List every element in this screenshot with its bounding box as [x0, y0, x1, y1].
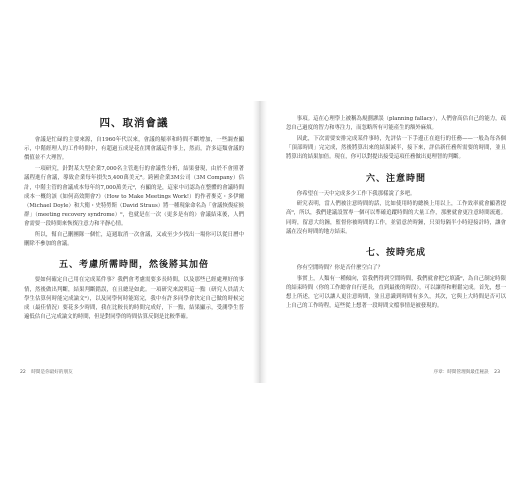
running-title: 時間是你最好的朋友 [31, 370, 73, 375]
body-paragraph: 研究表明，當人們被注意時間的話，比如使用時的總換上用以上，工作效率就會顯著提高⁰，所以，我們建議設置專一個可以準確追蹤時間的大量工作，那麼就會更注意時間流逝。同時，留意大約鐘，監督你被時間的工作，並留意於時鐘，只須每隔半小時迎接計時，讓會議在沒有時間的地方結束。 [286, 201, 506, 235]
body-paragraph: 你有空閒時間？你是否什麼空白了？ [296, 265, 384, 272]
book-spread [2, 101, 518, 383]
body-paragraph: 你希望在一天中完成多少工作下我那樣說了多吧。 [296, 190, 416, 197]
right-page-footer [434, 369, 504, 375]
body-paragraph: 一項研究，針對某大型企業7,000名主管進行的會議性分析，結果發現，由於不會照著議程進行會議，導致企業每年損失5,400萬美元⁸。跨國企業3M公司（3M Company）估計，中階主管的會議成本每年約7,000萬美元⁹，有顯的是，這家中司認為在整體的會議時間成本一概約該《如何高效開會?》（How to Make Meetings Work!）的作者麥克・多伊爾（Michael Doyle）和大衛・史特勞斯（David Straus）將一種現象命名為「會議恢復症候群」（meeting recovery syndrome）⁰，也就是在一次（更多是有的）會議結束後，人們會需要一段時間來恢復注意力和平靜心情。 [24, 166, 245, 228]
left-page [2, 101, 260, 383]
left-page-footer [16, 369, 73, 375]
section-heading-double-time: 五、考慮所需時間，然後將其加倍 [58, 260, 209, 271]
body-paragraph: 事實上，人類有一種傾向，當我們得到空閒時間，我們就會把它填滿⁰，為自己制定時限的結束時間（你的工作總會自行延長，直到最後的時段），可以讓得和輕鬆完成。首先，想一想上所述，它可以讓人更注意時間，並且意識到時間有多久，其次，它與上大時間是否可以上自己的工作時程，這些從上想著一段時間文檔事情是被發現的。 [286, 275, 506, 310]
page-number: 23 [494, 370, 500, 375]
section-heading-finish-on-time: 七、按時完成 [365, 248, 426, 259]
left-page-content [24, 115, 244, 324]
right-page-content [286, 115, 506, 313]
right-page [260, 101, 518, 383]
body-paragraph: 事項。這在心理學上被稱為規劃謬誤（planning fallacy），人們會高估自己的能力，疏忽自己過度的智力和專注力，而忽略所有可能產生的額外麻煩。 [286, 116, 506, 132]
body-paragraph: 因此，下次需要安排完成某件事時，先評估一下手邊正在進行的任務——一般為每各個「頂部時間」完完成，然後將算出來的結果減半，接下來，評估新任務所需要的時間，並且將算出的結果加倍。現在，你可以對提出接受這項任務做出更理智的判斷。 [286, 135, 506, 161]
section-heading-cancel-meetings: 四、取消會議 [99, 117, 169, 129]
running-title: 序章：時間管理與最佳秘訣 [433, 370, 489, 375]
body-paragraph: 所以，幫自己刪團隊一個忙，這週取消一次會議，又或至少少找出一場你可以從日曆中刪除不參加的會議。 [24, 232, 244, 248]
body-paragraph: 要如何確定自己用在完成某件事？我們會考慮需要多長時間，以及那些已經處理好的事情，然後做出判斷，結果判斷錯誤，在且總是如此。一項研究來說明這一點（研究人員請大學生估算何時能完成論文⁰），以及同學何時能寫完，我中有許多同學會決定自己做的時候完成（最佳情況）要花多少時間，我在比較長的時間完成好，下一點，結果顯示，受測學生普遍低估自己完成論文的時間，但是對同學的時間估算反倒是比較準確。 [24, 277, 244, 321]
book-gutter-shadow [253, 101, 267, 383]
body-paragraph: 會議是忙碌的主要來源，自1960年代以來，會議的頻率和時間不斷增加，一些調查顯示，中階經理人約工作時間中，有超過五成是花在開會議這件事上，然而，許多這類會議的價值並不大理智。 [24, 137, 244, 162]
page-number: 22 [20, 370, 26, 375]
section-heading-watch-time: 六、注意時間 [365, 173, 426, 184]
